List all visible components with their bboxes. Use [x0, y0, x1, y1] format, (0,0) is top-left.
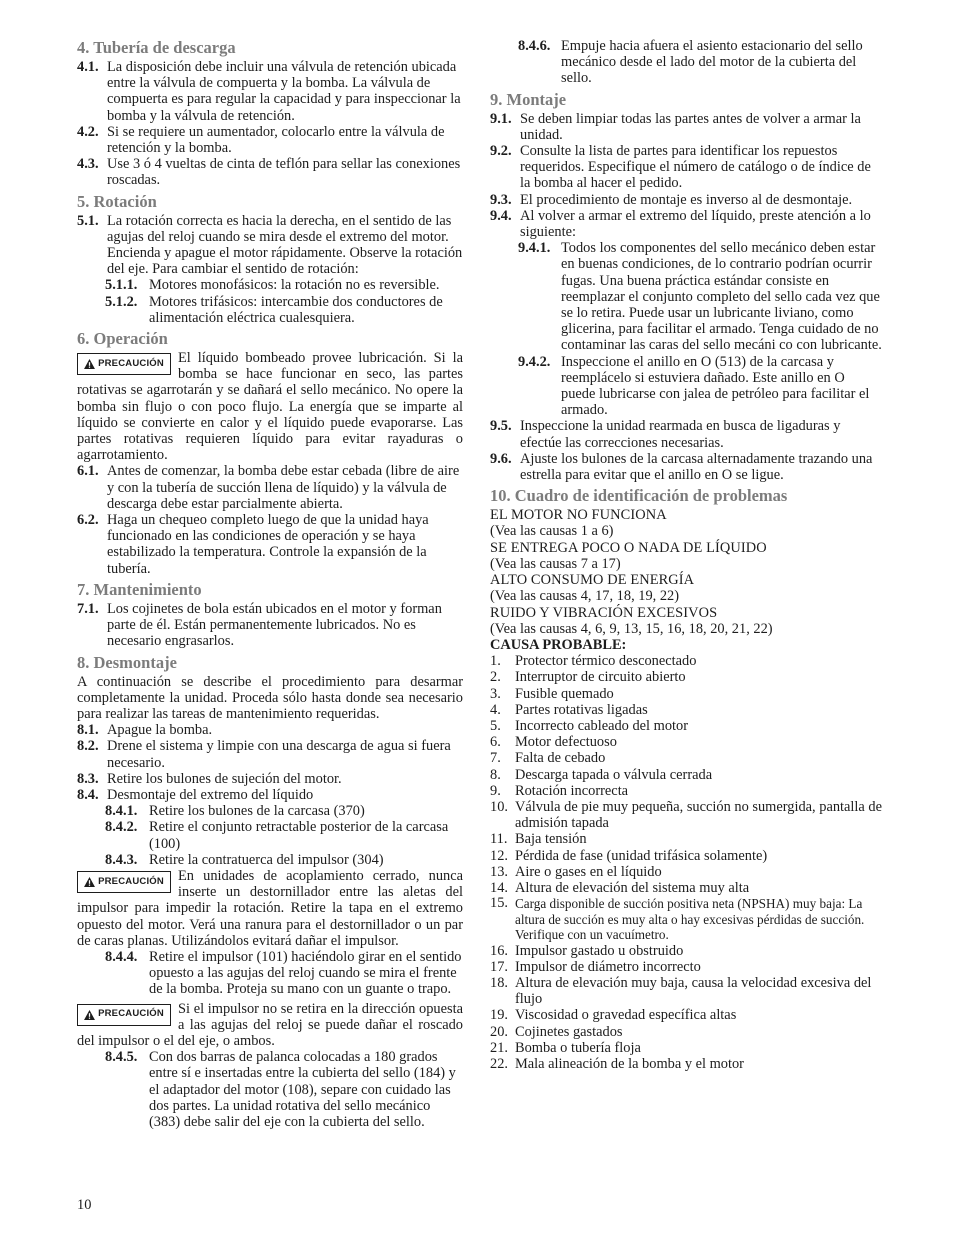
list-item: 9.5. Inspeccione la unidad rearmada en busca de ligaduras y efectúe las correcciones necesarias.: [490, 418, 841, 451]
list-item: 22. Mala alineación de la bomba y el motor: [490, 1056, 744, 1073]
list-item: 9.4. Al volver a armar el extremo del líquido, preste atención a lo siguiente:: [490, 207, 871, 241]
list-item: 8.4.6. Empuje hacia afuera el asiento estacionario del sello mecánico desde el lado del motor de la cubierta del sello.: [518, 38, 863, 87]
list-item: 3. Fusible quemado: [490, 685, 614, 702]
warning-text: El líquido bombeado provee lubricación. Si la bomba se hace funcionar en seco, las partes rotativas se agarrotarán y se dañará el sello mecánico. No opere la bomba sin flujo o con poco flujo. La energía que se imparte al líquido se convierte en calor y el líquido puede evaporarse. Las partes rotativas requieren líquido para evitar rayaduras o agarrotamiento.: [77, 350, 463, 464]
list-item: 19. Viscosidad o gravedad específica altas: [490, 1007, 737, 1024]
list-item: 9.4.1. Todos los componentes del sello mecánico deben estar en buenas condiciones, de lo contrario podrían ocurrir fugas. Una buena práctica estándar consiste en reemplazar el conjunto completo del sello cada vez que se lo retira. Puede usar un lubricante liviano, como glicerina, para facilitar el armado. Tenga cuidado de no contaminar las caras del sello mecáni co con lubricante.: [518, 240, 882, 354]
symptom: ALTO CONSUMO DE ENERGÍA: [490, 572, 695, 589]
list-item: 4. Partes rotativas ligadas: [490, 701, 648, 718]
warning-block: [77, 350, 463, 463]
list-item: 9.4.2. Inspeccione el anillo en O (513) de la carcasa y reemplácelo si estuviera dañado. Este anillo en O puede lubricarse con jalea de petróleo para facilitar el armado.: [518, 353, 870, 419]
list-item: 9.1. Se deben limpiar todas las partes antes de volver a armar la unidad.: [490, 110, 861, 143]
warning-triangle-icon: [84, 877, 95, 887]
warning-triangle-icon: [84, 359, 95, 369]
warning-text: Si el impulsor no se retira en la dirección opuesta a las agujas del reloj se puede dañar el roscado del impulsor o el del eje, o ambos.: [77, 1000, 463, 1049]
list-item: 8. Descarga tapada o válvula cerrada: [490, 766, 713, 783]
page-number: 10: [77, 1197, 92, 1213]
list-item: 17. Impulsor de diámetro incorrecto: [490, 958, 701, 975]
list-item: 1. Protector térmico desconectado: [490, 653, 697, 670]
warning-badge: PRECAUCIÓN: [77, 871, 171, 893]
symptom: EL MOTOR NO FUNCIONA: [490, 507, 667, 524]
list-item: 14. Altura de elevación del sistema muy alta: [490, 879, 750, 896]
list-item: 10. Válvula de pie muy pequeña, succión no sumergida, pantalla de admisión tapada: [490, 798, 882, 832]
warning-block: [77, 868, 463, 949]
list-item: 5.1.2. Motores trifásicos: intercambie dos conductores de alimentación eléctrica cualesquiera.: [105, 293, 443, 326]
paragraph: A continuación se describe el procedimiento para desarmar completamente la unidad. Proceda sólo hasta donde sea necesario para realizar las tareas de mantenimiento requeridas.: [77, 673, 463, 722]
list-item: 21. Bomba o tubería floja: [490, 1039, 641, 1056]
list-item: 7. Falta de cebado: [490, 750, 606, 767]
list-item: 4.3. Use 3 ó 4 vueltas de cinta de teflón para sellar las conexiones roscadas.: [77, 156, 461, 189]
list-item: 8.4.4. Retire el impulsor (101) haciéndolo girar en el sentido opuesto a las agujas del reloj cuando se mira el frente de la bomba. Proteja su mano con un guante o trapo.: [105, 948, 462, 998]
list-item: 8.4.5. Con dos barras de palanca colocadas a 180 grados entre sí e insertadas entre la cubierta del sello (184) y el adaptador del motor (108), separe con cuidado las dos partes. La unidad rotativa del sello mecánico (383) debe salir del eje con la cubierta del sello.: [105, 1049, 456, 1130]
list-item: 5.1.1. Motores monofásicos: la rotación no es reversible.: [105, 277, 440, 294]
list-item: 9. Rotación incorrecta: [490, 782, 629, 799]
list-item: 4.1. La disposición debe incluir una válvula de retención ubicada entre la válvula de compuerta y la bomba. La válvula de compuerta es para regular la capacidad y para inspeccionar la bomba y la válvula de retención.: [77, 59, 461, 124]
left-column: [77, 38, 463, 1130]
list-item: 9.2. Consulte la lista de partes para identificar los repuestos requeridos. Especifique el número de catálogo o de índice de la bomba al hacer el pedido.: [490, 143, 871, 192]
symptom-causes: (Vea las causas 4, 6, 9, 13, 15, 16, 18, 20, 21, 22): [490, 620, 773, 637]
right-column: [490, 38, 882, 1072]
list-item: 20. Cojinetes gastados: [490, 1023, 623, 1040]
list-item: 13. Aire o gases en el líquido: [490, 863, 662, 880]
section-title-disassembly: 8. Desmontaje: [77, 652, 177, 672]
list-item: 5. Incorrecto cableado del motor: [490, 717, 689, 734]
warning-badge: PRECAUCIÓN: [77, 353, 171, 375]
symptom: SE ENTREGA POCO O NADA DE LÍQUIDO: [490, 539, 767, 556]
list-item: 11. Baja tensión: [490, 831, 587, 848]
section-title-rotation: 5. Rotación: [77, 191, 157, 211]
list-item: 8.1. Apague la bomba.: [77, 722, 213, 739]
list-item: 8.4.1. Retire los bulones de la carcasa (370): [105, 803, 365, 820]
section-title-operation: 6. Operación: [77, 329, 168, 349]
list-item: 8.4.2. Retire el conjunto retractable posterior de la carcasa (100): [105, 819, 449, 852]
list-item: 8.4.3. Retire la contratuerca del impulsor (304): [105, 851, 384, 868]
symptom: RUIDO Y VIBRACIÓN EXCESIVOS: [490, 604, 718, 621]
list-item: 8.2. Drene el sistema y limpie con una descarga de agua si fuera necesario.: [77, 738, 451, 771]
list-item: 12. Pérdida de fase (unidad trifásica solamente): [490, 847, 768, 864]
causes-heading: CAUSA PROBABLE:: [490, 636, 627, 653]
list-item: 6. Motor defectuoso: [490, 734, 617, 751]
causes-list: [490, 653, 882, 1072]
list-item: 8.3. Retire los bulones de sujeción del motor.: [77, 770, 342, 787]
symptom-causes: (Vea las causas 4, 17, 18, 19, 22): [490, 588, 680, 605]
section-title-assembly: 9. Montaje: [490, 89, 567, 109]
warning-badge: PRECAUCIÓN: [77, 1004, 171, 1026]
symptom-causes: (Vea las causas 7 a 17): [490, 555, 621, 572]
list-item: 6.2. Haga un chequeo completo luego de que la unidad haya funcionado en las condiciones de operación y se haya estabilizado la temperatura. Controle la expansión de la tubería.: [77, 512, 429, 577]
section-title-maintenance: 7. Mantenimiento: [77, 579, 202, 599]
list-item: 15. Carga disponible de succión positiva neta (NPSHA) muy baja: La altura de succión es muy alta o hay excesivas pérdidas de succión. Verifique con un vacuímetro.: [490, 895, 865, 943]
list-item: 8.4. Desmontaje del extremo del líquido: [77, 786, 314, 803]
list-item: 18. Altura de elevación muy baja, causa la velocidad excesiva del flujo: [490, 975, 872, 1008]
list-item: 16. Impulsor gastado u obstruido: [490, 942, 684, 959]
list-item: 9.6. Ajuste los bulones de la carcasa alternadamente trazando una estrella para evitar que el anillo en O se ligue.: [490, 450, 873, 484]
warning-text: En unidades de acoplamiento cerrado, nunca inserte un destornillador entre las aletas del impulsor para impedir la rotación. Retire la tapa en el extremo opuesto del motor. Verá una ranura para el destornillador o un par de caras planas. Utilizándolos evitará dañar el impulsor.: [77, 867, 463, 949]
warning-block: [77, 1001, 463, 1050]
list-item: 7.1. Los cojinetes de bola están ubicados en el motor y forman parte de él. Están permanentemente lubricados. No es necesario engrasarlos.: [77, 600, 442, 650]
warning-triangle-icon: [84, 1010, 95, 1020]
list-item: 6.1. Antes de comenzar, la bomba debe estar cebada (libre de aire y con la tubería de succión llena de líquido) y la válvula de descarga debe estar parcialmente abierta.: [77, 463, 460, 512]
list-item: 4.2. Si se requiere un aumentador, colocarlo entre la válvula de retención y la bomba.: [77, 123, 445, 157]
list-item: 9.3. El procedimiento de montaje es inverso al de desmontaje.: [490, 191, 853, 208]
section-title-troubleshooting: 10. Cuadro de identificación de problemas: [490, 486, 788, 506]
section-title-discharge-piping: 4. Tubería de descarga: [77, 38, 236, 57]
list-item: 5.1. La rotación correcta es hacia la derecha, en el sentido de las agujas del reloj cuando se mira desde el extremo del motor. Encienda y apague el motor rápidamente. Observe la rotación del eje. Para cambiar el sentido de rotación:: [77, 212, 463, 278]
list-item: 2. Interruptor de circuito abierto: [490, 669, 686, 686]
symptom-causes: (Vea las causas 1 a 6): [490, 523, 614, 540]
